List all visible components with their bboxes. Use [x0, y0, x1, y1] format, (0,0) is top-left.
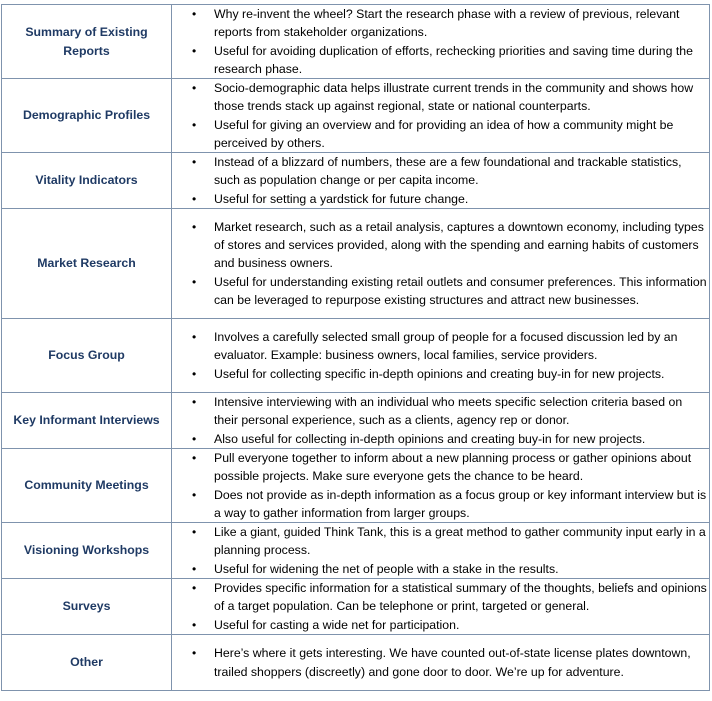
bullet-list	[172, 328, 709, 383]
bullet-item	[172, 190, 709, 208]
row-label: Vitality Indicators	[2, 153, 172, 209]
bullet-text: Does not provide as in-depth information as a focus group or key informant interview but is a way to gather information from larger groups.	[214, 487, 707, 520]
row-description	[172, 449, 710, 523]
bullet-item	[172, 79, 709, 115]
bullet-text: Useful for avoiding duplication of efforts, rechecking priorities and saving time during the research phase.	[214, 43, 693, 76]
bullet-text: Market research, such as a retail analysis, captures a downtown economy, including types of stores and services provided, along with the spending and earning habits of customers and business owners.	[214, 219, 704, 271]
bullet-text: Intensive interviewing with an individual who meets specific selection criteria based on their personal experience, such as a clients, agency rep or donor.	[214, 395, 683, 428]
bullet-item	[172, 5, 709, 41]
bullet-text: Useful for setting a yardstick for future change.	[214, 191, 469, 206]
bullet-list	[172, 393, 709, 448]
table-row	[2, 635, 710, 691]
row-description	[172, 635, 710, 691]
bullet-item	[172, 486, 709, 522]
row-label: Demographic Profiles	[2, 79, 172, 153]
bullet-icon: •	[192, 561, 197, 576]
table-row	[2, 153, 710, 209]
row-description	[172, 209, 710, 319]
row-label: Community Meetings	[2, 449, 172, 523]
bullet-item	[172, 430, 709, 448]
table-row	[2, 209, 710, 319]
bullet-text: Pull everyone together to inform about a new planning process or gather opinions about possible projects. Make sure everyone gets the chance to be heard.	[214, 451, 692, 484]
row-description	[172, 79, 710, 153]
bullet-icon: •	[192, 81, 197, 96]
bullet-item	[172, 393, 709, 429]
table-row	[2, 393, 710, 449]
bullet-item	[172, 218, 709, 273]
bullet-list	[172, 79, 709, 152]
bullet-text: Also useful for collecting in-depth opinions and creating buy-in for new projects.	[214, 431, 646, 446]
row-label: Market Research	[2, 209, 172, 319]
row-description	[172, 523, 710, 579]
bullet-icon: •	[192, 155, 197, 170]
bullet-icon: •	[192, 581, 197, 596]
table-row	[2, 5, 710, 79]
bullet-item	[172, 449, 709, 485]
bullet-text: Useful for collecting specific in-depth opinions and creating buy-in for new projects.	[214, 366, 665, 381]
table-row	[2, 79, 710, 153]
row-label: Visioning Workshops	[2, 523, 172, 579]
bullet-icon: •	[192, 43, 197, 58]
bullet-text: Instead of a blizzard of numbers, these are a few foundational and trackable statistics, such as population change or per capita income.	[214, 155, 682, 188]
row-description	[172, 5, 710, 79]
bullet-icon: •	[192, 487, 197, 502]
bullet-icon: •	[192, 525, 197, 540]
bullet-icon: •	[192, 366, 197, 381]
bullet-icon: •	[192, 646, 197, 661]
bullet-text: Useful for widening the net of people with a stake in the results.	[214, 561, 559, 576]
bullet-icon: •	[192, 395, 197, 410]
bullet-icon: •	[192, 617, 197, 632]
bullet-text: Provides specific information for a statistical summary of the thoughts, beliefs and opinions of a target population. Can be telephone or print, targeted or general.	[214, 581, 707, 614]
bullet-text: Socio-demographic data helps illustrate current trends in the community and shows how those trends stack up against regional, state or national counterparts.	[214, 81, 694, 114]
bullet-item	[172, 116, 709, 152]
row-description	[172, 153, 710, 209]
bullet-item	[172, 42, 709, 78]
table-row	[2, 523, 710, 579]
row-description	[172, 579, 710, 635]
row-label: Focus Group	[2, 319, 172, 393]
table-row	[2, 319, 710, 393]
bullet-item	[172, 560, 709, 578]
bullet-text: Involves a carefully selected small group of people for a focused discussion led by an evaluator. Example: business owners, local families, service providers.	[214, 330, 678, 363]
bullet-item	[172, 273, 709, 309]
bullet-item	[172, 365, 709, 383]
row-description	[172, 319, 710, 393]
row-description	[172, 393, 710, 449]
bullet-item	[172, 644, 709, 680]
bullet-text: Why re-invent the wheel? Start the research phase with a review of previous, relevant reports from stakeholder organizations.	[214, 7, 680, 40]
bullet-icon: •	[192, 7, 197, 22]
bullet-item	[172, 328, 709, 364]
row-label: Key Informant Interviews	[2, 393, 172, 449]
bullet-icon: •	[192, 330, 197, 345]
row-label: Surveys	[2, 579, 172, 635]
bullet-item	[172, 579, 709, 615]
bullet-text: Useful for giving an overview and for providing an idea of how a community might be perceived by others.	[214, 117, 674, 150]
bullet-list	[172, 449, 709, 522]
bullet-item	[172, 523, 709, 559]
bullet-text: Useful for understanding existing retail outlets and consumer preferences. This information can be leveraged to repurpose existing structures and attract new businesses.	[214, 274, 707, 307]
row-label: Summary of Existing Reports	[2, 5, 172, 79]
bullet-list	[172, 644, 709, 680]
bullet-item	[172, 616, 709, 634]
table-body	[2, 5, 710, 691]
table-row	[2, 449, 710, 523]
research-methods-table	[1, 4, 710, 691]
row-label: Other	[2, 635, 172, 691]
bullet-text: Like a giant, guided Think Tank, this is a great method to gather community input early in a planning process.	[214, 525, 706, 558]
bullet-icon: •	[192, 219, 197, 234]
bullet-icon: •	[192, 274, 197, 289]
bullet-list	[172, 218, 709, 309]
bullet-text: Here’s where it gets interesting. We have counted out-of-state license plates downtown, trailed shoppers (discreetly) and gone door to door. We’re up for adventure.	[214, 646, 691, 679]
bullet-item	[172, 153, 709, 189]
bullet-list	[172, 579, 709, 634]
bullet-icon: •	[192, 117, 197, 132]
bullet-list	[172, 523, 709, 578]
bullet-icon: •	[192, 191, 197, 206]
bullet-text: Useful for casting a wide net for participation.	[214, 617, 460, 632]
bullet-list	[172, 5, 709, 78]
bullet-icon: •	[192, 431, 197, 446]
bullet-icon: •	[192, 451, 197, 466]
table-row	[2, 579, 710, 635]
bullet-list	[172, 153, 709, 208]
